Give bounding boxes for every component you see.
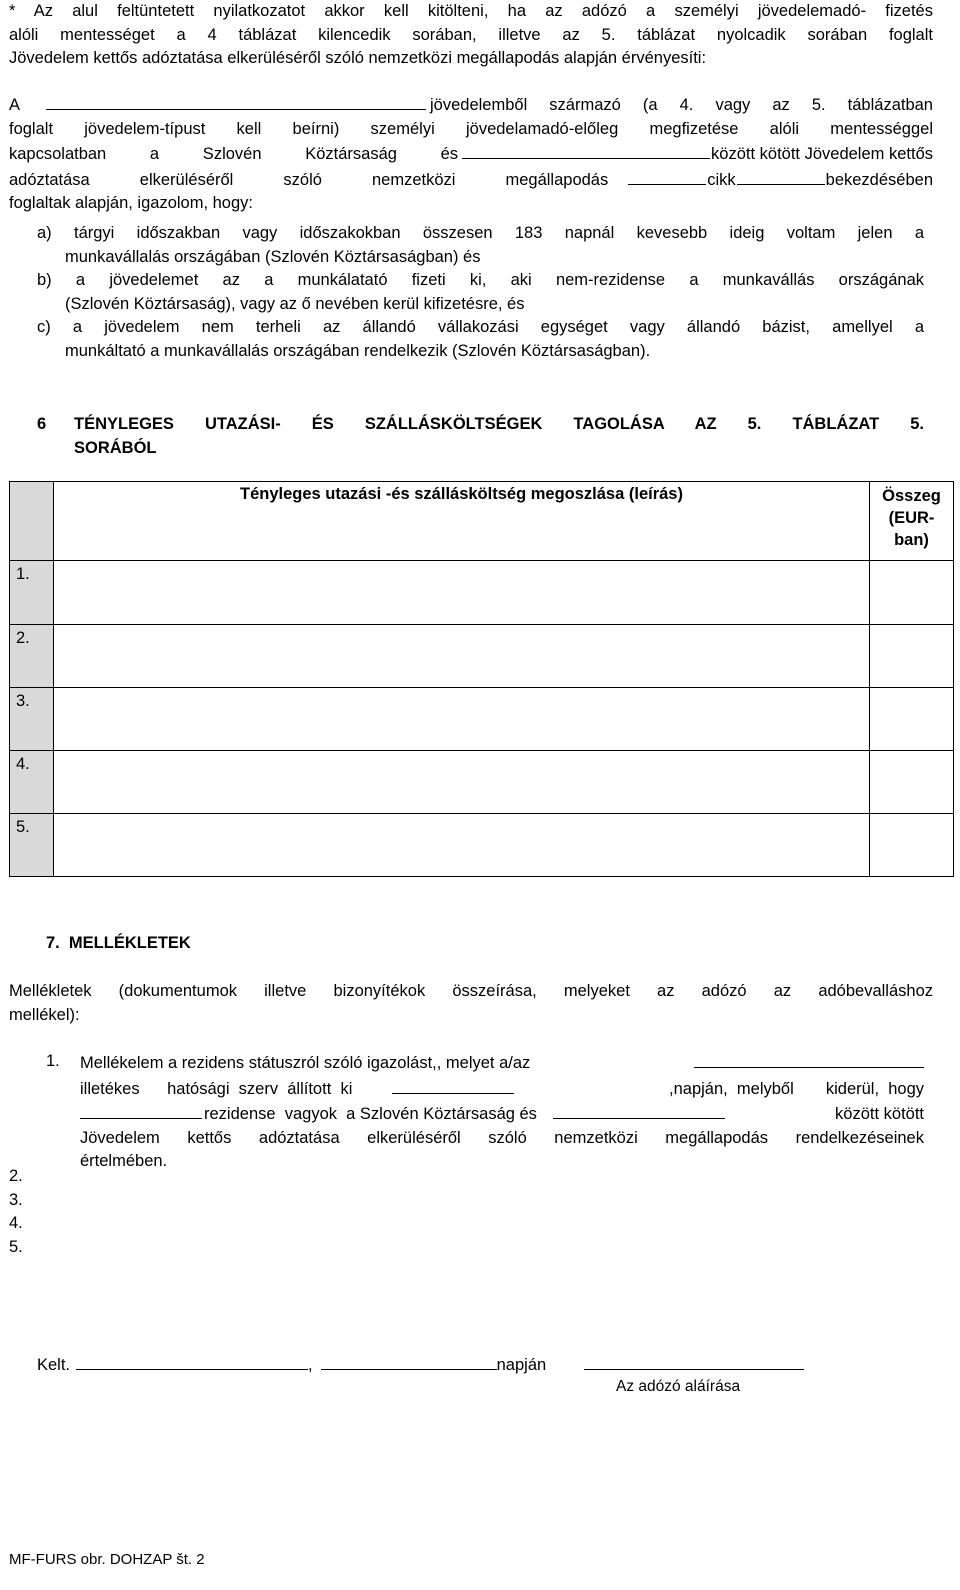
- date-field[interactable]: [321, 1352, 497, 1370]
- resident-country-field[interactable]: [80, 1101, 202, 1119]
- cost-breakdown-table: [9, 481, 954, 877]
- table-row: [10, 751, 954, 814]
- attachment-1-text: [80, 1050, 924, 1174]
- article-field[interactable]: [628, 167, 706, 185]
- condition-text: b) a jövedelemet az a munkálatató fizeti ki, aki nem-rezidense a munkavállás országának: [37, 271, 924, 289]
- amount-header-line: (EUR-: [888, 509, 935, 527]
- attachment-line-1: [80, 1050, 924, 1076]
- attachment-text: illetékes hatósági szerv állított ki: [80, 1079, 353, 1098]
- attachment-text: ,napján, melyből kiderül, hogy: [669, 1079, 924, 1098]
- condition-text: c) a jövedelem nem terheli az állandó vállakozási egységet vagy állandó bázist, amellyel a: [37, 318, 924, 336]
- signature-line: [37, 1352, 804, 1378]
- signature-field[interactable]: [584, 1352, 804, 1370]
- table-row: [10, 625, 954, 688]
- issue-date-field[interactable]: [392, 1076, 514, 1094]
- condition-text: munkáltató a munkavállalás országában rendelkezik (Szlovén Köztársaságban).: [65, 341, 651, 360]
- attachment-number: 3.: [9, 1190, 23, 1209]
- table-row: [10, 814, 954, 877]
- treaty-country-field[interactable]: [553, 1101, 725, 1119]
- condition-c: [37, 316, 924, 363]
- row-description-cell[interactable]: [54, 688, 870, 751]
- condition-text: a) tárgyi időszakban vagy időszakokban összesen 183 napnál kevesebb ideig voltam jelen a: [37, 224, 924, 242]
- declaration-text: bekezdésében: [825, 170, 933, 189]
- section-7-description: [9, 980, 933, 1027]
- declaration-text: foglalt jövedelem-típust kell beírni) személyi jövedelamadó-előleg megfizetése alóli mentességgel: [9, 119, 933, 138]
- row-amount-cell[interactable]: [870, 688, 954, 751]
- condition-text: (Szlovén Köztársaság), vagy az ő nevében kerül kifizetésre, és: [65, 294, 525, 313]
- table-header-amount: [870, 482, 954, 561]
- row-amount-cell[interactable]: [870, 751, 954, 814]
- section-6-number: 6: [37, 415, 47, 433]
- signature-label: Az adózó aláírása: [616, 1378, 741, 1395]
- row-number: 2.: [10, 625, 54, 688]
- row-description-cell[interactable]: [54, 561, 870, 625]
- issuing-authority-field[interactable]: [694, 1050, 924, 1068]
- condition-a: [37, 222, 924, 269]
- table-header-description: Tényleges utazási -és szállásköltség megoszlása (leírás): [54, 482, 870, 561]
- section-6-title-line: SORÁBÓL: [74, 438, 157, 457]
- attachment-number: 5.: [9, 1237, 23, 1256]
- row-amount-cell[interactable]: [870, 625, 954, 688]
- section-6-title-line: TÉNYLEGES UTAZÁSI- ÉS SZÁLLÁSKÖLTSÉGEK TAGOLÁSA AZ 5. TÁBLÁZAT 5.: [74, 415, 924, 433]
- declaration-text: foglaltak alapján, igazolom, hogy:: [9, 194, 253, 212]
- attachment-text: rezidense vagyok a Szlovén Köztársaság és: [204, 1105, 537, 1123]
- intro-paragraph: [9, 0, 933, 71]
- amount-header-line: ban): [894, 531, 929, 549]
- row-number: 3.: [10, 688, 54, 751]
- declaration-line-4: [9, 167, 933, 193]
- place-field[interactable]: [76, 1352, 308, 1370]
- row-number: 1.: [10, 561, 54, 625]
- row-number: 5.: [10, 814, 54, 877]
- declaration-text: cikk: [707, 170, 736, 189]
- row-description-cell[interactable]: [54, 751, 870, 814]
- attachment-line-2: [80, 1076, 924, 1102]
- section-7-title: 7. MELLÉKLETEK: [46, 934, 191, 952]
- section-6-title: [74, 413, 924, 460]
- declaration-text: adóztatása elkerüléséről szóló nemzetközi megállapodás: [9, 170, 609, 189]
- attachment-number: 4.: [9, 1214, 23, 1232]
- conditions-list: [37, 222, 924, 363]
- row-number: 4.: [10, 751, 54, 814]
- row-description-cell[interactable]: [54, 814, 870, 877]
- condition-text: munkavállalás országában (Szlovén Köztársaságban) és: [65, 247, 481, 266]
- row-amount-cell[interactable]: [870, 814, 954, 877]
- paragraph-field[interactable]: [737, 167, 825, 185]
- table-row: [10, 688, 954, 751]
- kelt-label: Kelt.: [37, 1356, 71, 1374]
- attachment-numbers: [9, 1165, 23, 1259]
- declaration-text: között kötött Jövedelem kettős: [711, 145, 933, 163]
- section-7-desc-line: Mellékletek (dokumentumok illetve bizonyítékok összeírása, melyeket az adózó az adóbevalláshoz: [9, 982, 933, 1000]
- country-field[interactable]: [462, 141, 710, 159]
- table-header-corner: [10, 482, 54, 561]
- comma: ,: [308, 1356, 313, 1374]
- attachment-text: között kötött: [835, 1105, 924, 1123]
- intro-line: * Az alul feltüntetett nyilatkozatot akkor kell kitölteni, ha az adózó a személyi jövedelemadó- fizetés: [9, 2, 933, 20]
- attachment-number: 2.: [9, 1167, 23, 1185]
- declaration-paragraph: [9, 92, 933, 216]
- attachment-text: Mellékelem a rezidens státuszról szóló igazolást,, melyet a/az: [80, 1054, 531, 1072]
- condition-b: [37, 269, 924, 316]
- attachment-text: értelmében.: [80, 1152, 168, 1170]
- declaration-text: kapcsolatban a Szlovén Köztársaság és: [9, 145, 459, 163]
- napjan-label: napján: [496, 1356, 547, 1374]
- row-amount-cell[interactable]: [870, 561, 954, 625]
- table-header-row: [10, 482, 954, 561]
- income-type-field[interactable]: [46, 92, 426, 110]
- intro-line: alóli mentességet a 4 táblázat kilencedik sorában, illetve az 5. táblázat nyolcadik sorában foglalt: [9, 25, 933, 44]
- attachment-text: Jövedelem kettős adóztatása elkerüléséről szóló nemzetközi megállapodás rendelkezéseinek: [80, 1128, 924, 1147]
- row-description-cell[interactable]: [54, 625, 870, 688]
- declaration-line-3: [9, 141, 933, 167]
- attachment-1-number: 1.: [46, 1052, 60, 1070]
- amount-header-line: Összeg: [882, 487, 941, 505]
- table-row: [10, 561, 954, 625]
- form-code-footer: MF-FURS obr. DOHZAP št. 2: [9, 1551, 205, 1568]
- declaration-line-1: [9, 92, 933, 118]
- declaration-text: jövedelemből származó (a 4. vagy az 5. táblázatban: [430, 96, 933, 114]
- intro-line: Jövedelem kettős adóztatása elkerüléséről szóló nemzetközi megállapodás alapján érvényesíti:: [9, 49, 707, 67]
- attachment-line-3: [80, 1101, 924, 1127]
- declaration-prefix: A: [9, 96, 21, 114]
- section-7-desc-line: mellékel):: [9, 1005, 80, 1024]
